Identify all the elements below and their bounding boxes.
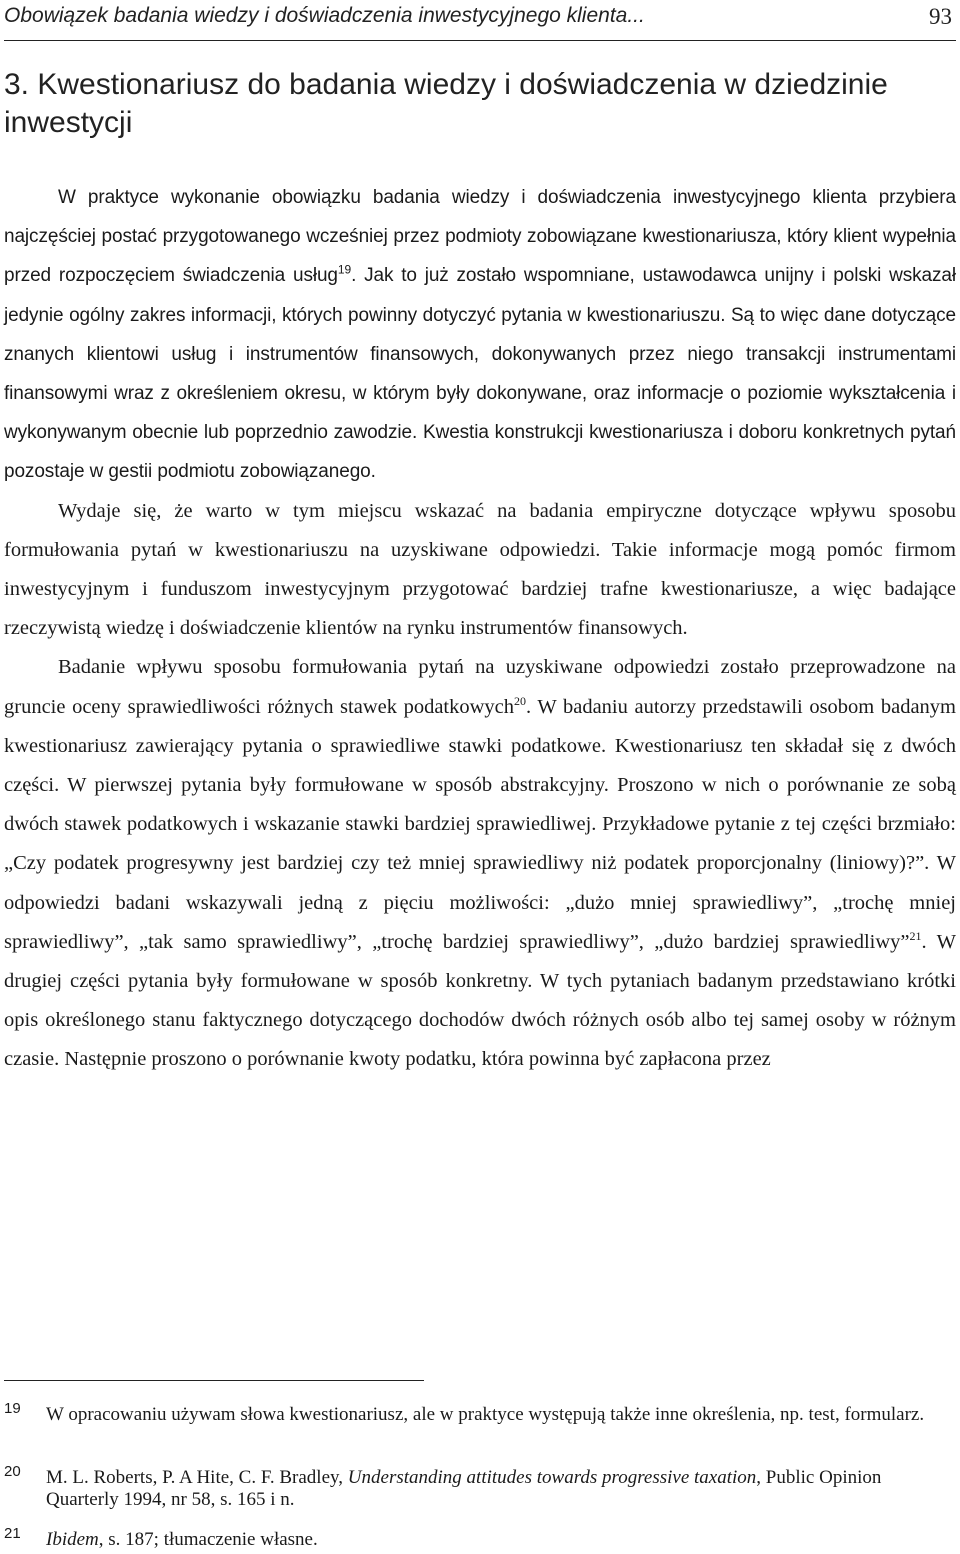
paragraph-3-text-b: . W badaniu autorzy przedstawili osobom badanym kwestionariusz zawierający pytania o sprawiedliwe stawki podatkowe. Kwestionariusz ten składał się z dwóch części. W pierwszej pytania były formułowane w sposób abstrakcyjny. Proszono w nich o porównanie ze sobą dwóch stawek podatkowych i wskazanie stawki bardziej sprawiedliwej. Przykładowe pytanie z tej części brzmiało: „Czy podatek progresywny jest bardziej czy też mniej sprawiedliwy niż podatek proporcjonalny (liniowy)?”. W odpowiedzi badani wskazywali jedną z pięciu możliwości: „dużo mniej sprawiedliwy”, „trochę mniej sprawiedliwy”, „tak samo sprawiedliwy”, „trochę bardziej sprawiedliwy”, „dużo bardziej sprawiedliwy” <box>4 695 956 953</box>
footnote-ref-20[interactable]: 20 <box>514 693 527 708</box>
footnote-work-title: Understanding attitudes towards progressive taxation <box>347 1467 757 1488</box>
page-number: 93 <box>929 4 952 29</box>
footnote-ibidem: Ibidem <box>46 1529 99 1550</box>
footnote-source: , s. 187; tłumaczenie własne. <box>98 1529 318 1550</box>
footnote-authors: M. L. Roberts, P. A Hite, C. F. Bradley, <box>46 1467 348 1488</box>
paragraph-1 <box>4 178 956 492</box>
running-header <box>4 4 956 41</box>
paragraph-3 <box>4 648 956 1079</box>
footnote-source: , Public Opinion Quarterly 1994, nr 58, s. 165 i n. <box>46 1467 882 1510</box>
footnote-19 <box>4 1400 956 1426</box>
footnote-text <box>46 1529 956 1551</box>
footnote-text <box>46 1467 956 1511</box>
paragraph-3-text-c: . W drugiej części pytania były formułowane w sposób konkretny. W tych pytaniach badanym przedstawiano krótki opis określonego stanu faktycznego dotyczącego dochodów dwóch różnych osób albo tej samej osoby w różnym czasie. Następnie proszono o porównanie kwoty podatku, która powinna być zapłacona przez <box>4 930 956 1071</box>
paragraph-1-text-b: . Jak to już zostało wspomniane, ustawodawca unijny i polski wskazał jedynie ogólny zakres informacji, których powinny dotyczyć pytania w kwestionariuszu. Są to więc dane dotyczące znanych klientowi usług i instrumentów finansowych, dokonywanych przez niego transakcji instrumentami finansowymi wraz z określeniem okresu, w którym były dokonywane, oraz informacje o poziomie wykształcenia i wykonywanym obecnie lub poprzednio zawodzie. Kwestia konstrukcji kwestionariusza i doboru konkretnych pytań pozostaje w gestii podmiotu zobowiązanego. <box>4 265 956 483</box>
footnote-20 <box>4 1463 956 1511</box>
footnote-21 <box>4 1525 956 1551</box>
footnote-separator <box>4 1380 424 1381</box>
footnote-number: 20 <box>4 1463 21 1480</box>
footnote-ref-21[interactable]: 21 <box>909 929 922 944</box>
section-title: 3. Kwestionariusz do badania wiedzy i doświadczenia w dziedzinie inwestycji <box>4 68 888 139</box>
running-title: Obowiązek badania wiedzy i doświadczenia inwestycyjnego klienta... <box>4 4 645 27</box>
paragraph-1-text-a: W praktyce wykonanie obowiązku badania wiedzy i doświadczenia inwestycyjnego klienta przybiera najczęściej postać przygotowanego wcześniej przez podmioty zobowiązane kwestionariusza, który klient wypełnia przed rozpoczęciem świadczenia usług <box>4 187 956 287</box>
body-text <box>4 178 956 1080</box>
footnote-number: 21 <box>4 1525 21 1542</box>
footnote-ref-19[interactable]: 19 <box>337 263 352 278</box>
footnote-text: W opracowaniu używam słowa kwestionariusz, ale w praktyce występują także inne określenia, np. test, formularz. <box>46 1404 925 1425</box>
paragraph-2: Wydaje się, że warto w tym miejscu wskazać na badania empiryczne dotyczące wpływu sposobu formułowania pytań w kwestionariuszu na uzyskiwane odpowiedzi. Takie informacje mogą pomóc firmom inwestycyjnym i funduszom inwestycyjnym przygotować bardziej trafne kwestionariusze, a więc badające rzeczywistą wiedzę i doświadczenie klientów na rynku instrumentów finansowych. <box>4 499 956 640</box>
footnote-number: 19 <box>4 1400 21 1417</box>
paragraph-3-text-a: Badanie wpływu sposobu formułowania pytań na uzyskiwane odpowiedzi zostało przeprowadzone na gruncie oceny sprawiedliwości różnych stawek podatkowych <box>4 656 956 718</box>
